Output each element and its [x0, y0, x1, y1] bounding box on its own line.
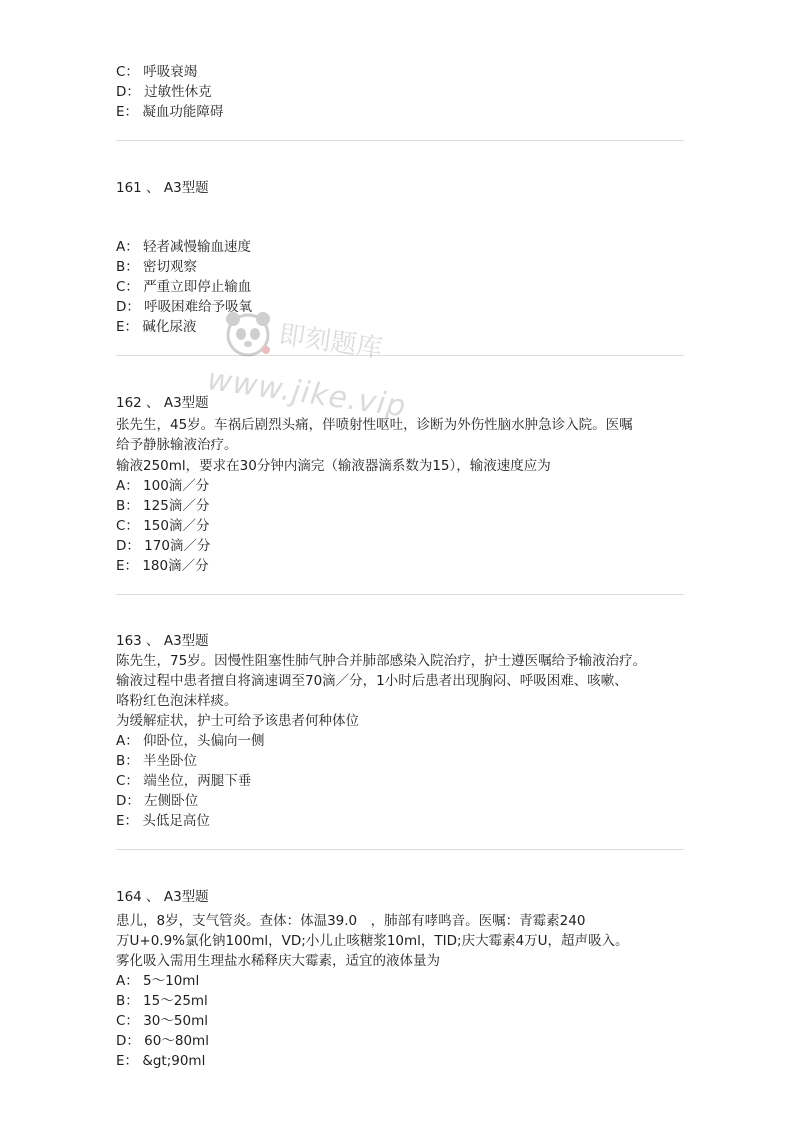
- q163-stem-line1: 陈先生，75岁。因慢性阻塞性肺气肿合并肺部感染入院治疗，护士遵医嘱给予输液治疗。: [116, 653, 647, 669]
- q162-option-a: A： 100滴／分: [116, 478, 210, 494]
- q161-option-a: A： 轻者减慢输血速度: [116, 239, 252, 255]
- q163-option-a: A： 仰卧位，头偏向一侧: [116, 733, 265, 749]
- panda-logo-icon: [222, 308, 274, 358]
- q163-option-b: B： 半坐卧位: [116, 753, 198, 769]
- q163-option-c: C： 端坐位，两腿下垂: [116, 773, 252, 789]
- watermark-brand: 即刻题库: [276, 319, 385, 365]
- q163-stem-line3: 咯粉红色泡沫样痰。: [116, 693, 238, 709]
- q163-stem-line2: 输液过程中患者擅自将滴速调至70滴／分，1小时后患者出现胸闷、呼吸困难、咳嗽、: [116, 673, 628, 689]
- q164-option-d: D： 60～80ml: [116, 1033, 209, 1049]
- q164-stem-line1: 患儿，8岁，支气管炎。查体：体温39.0 ，肺部有哮鸣音。医嘱：青霉素240: [116, 913, 586, 929]
- q164-option-e: E： &gt;90ml: [116, 1053, 206, 1069]
- divider: [116, 594, 684, 595]
- q162-stem-line3: 输液250ml，要求在30分钟内滴完（输液器滴系数为15），输液速度应为: [116, 458, 551, 474]
- q162-option-c: C： 150滴／分: [116, 518, 210, 534]
- q162-stem-line2: 给予静脉输液治疗。: [116, 437, 238, 453]
- q161-option-c: C： 严重立即停止输血: [116, 279, 252, 295]
- q164-option-b: B： 15～25ml: [116, 993, 208, 1009]
- q161-option-b: B： 密切观察: [116, 259, 198, 275]
- q162-option-d: D： 170滴／分: [116, 538, 211, 554]
- q160-option-e: E： 凝血功能障碍: [116, 104, 224, 120]
- q163-option-d: D： 左侧卧位: [116, 793, 199, 809]
- q161-header: 161 、 A3型题: [116, 180, 209, 196]
- q162-option-b: B： 125滴／分: [116, 498, 210, 514]
- q160-option-c: C： 呼吸衰竭: [116, 64, 198, 80]
- q164-stem-line2: 万U+0.9%氯化钠100ml，VD;小儿止咳糖浆10ml，TID;庆大霉素4万U，超声吸入。: [116, 933, 629, 949]
- watermark-url: www.jike.vip: [205, 362, 409, 425]
- q162-header: 162 、 A3型题: [116, 395, 209, 411]
- watermark: [205, 300, 430, 425]
- q162-stem-line1: 张先生，45岁。车祸后剧烈头痛，伴喷射性呕吐，诊断为外伤性脑水肿急诊入院。医嘱: [116, 417, 633, 433]
- q163-option-e: E： 头低足高位: [116, 813, 210, 829]
- divider: [116, 849, 684, 850]
- q163-stem-line4: 为缓解症状，护士可给予该患者何种体位: [116, 713, 359, 729]
- q163-header: 163 、 A3型题: [116, 633, 209, 649]
- divider: [116, 140, 684, 141]
- q164-option-c: C： 30～50ml: [116, 1013, 208, 1029]
- q161-option-d: D： 呼吸困难给予吸氧: [116, 299, 253, 315]
- q164-stem-line3: 雾化吸入需用生理盐水稀释庆大霉素，适宜的液体量为: [116, 953, 440, 969]
- q162-option-e: E： 180滴／分: [116, 558, 209, 574]
- q164-header: 164 、 A3型题: [116, 889, 209, 905]
- q160-option-d: D： 过敏性休克: [116, 84, 212, 100]
- q161-option-e: E： 碱化尿液: [116, 319, 197, 335]
- q164-option-a: A： 5～10ml: [116, 973, 200, 989]
